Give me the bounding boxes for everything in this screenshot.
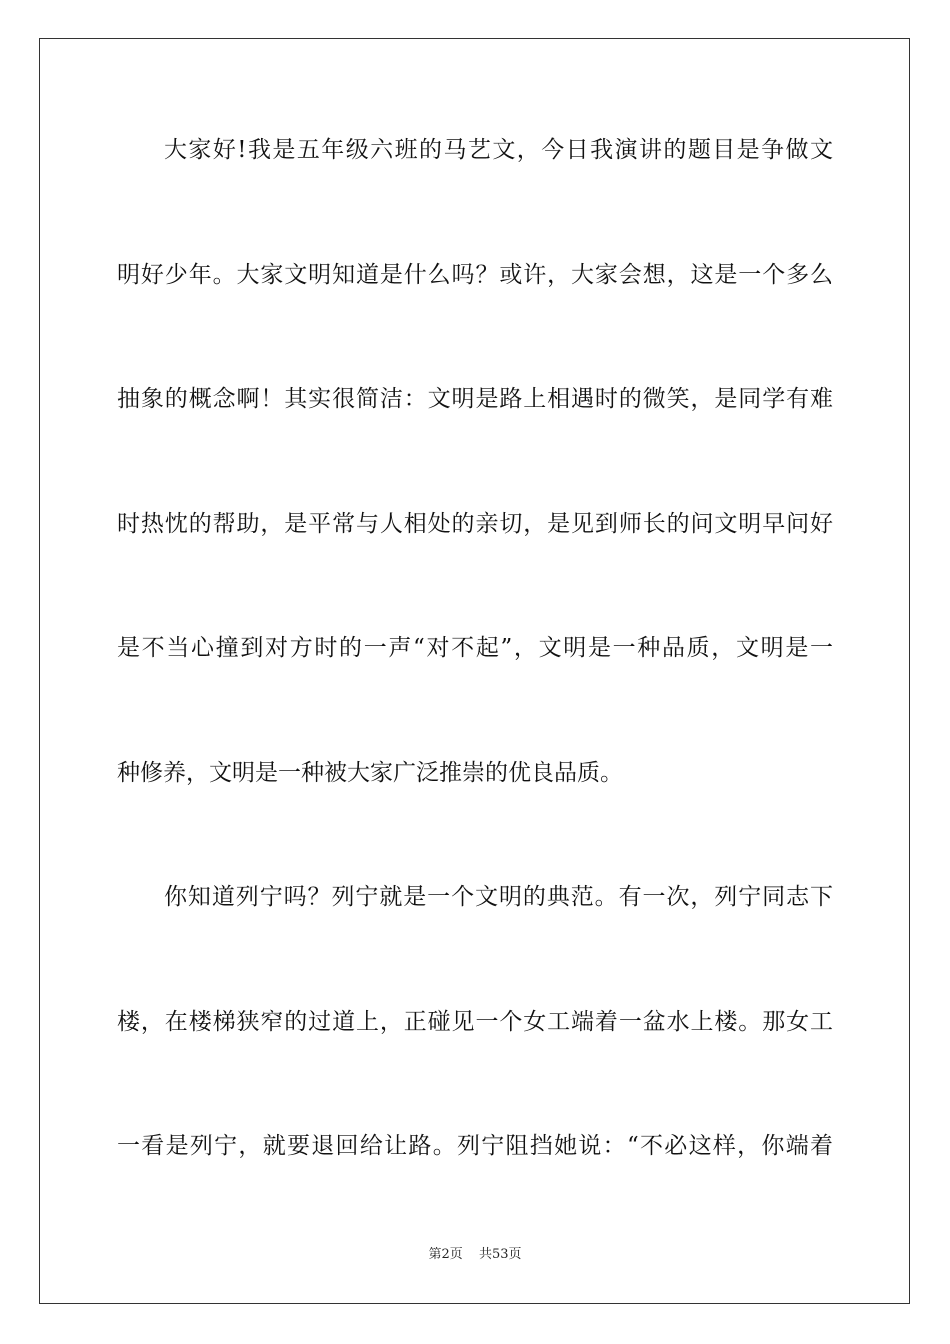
page-number: 第2页 [428,1247,463,1262]
text-line: 时热忱的帮助，是平常与人相处的亲切，是见到师长的问文明早问好 [117,511,833,537]
text-line: 大家好!我是五年级六班的马艺文，今日我演讲的题目是争做文 [164,137,833,163]
text-line: 种修养，文明是一种被大家广泛推崇的优良品质。 [117,760,623,786]
text-line: 是不当心撞到对方时的一声“对不起”，文明是一种品质，文明是一 [117,635,833,661]
text-line: 楼，在楼梯狭窄的过道上，正碰见一个女工端着一盆水上楼。那女工 [117,1009,833,1035]
text-line: 一看是列宁，就要退回给让路。列宁阻挡她说：“不必这样，你端着 [117,1133,833,1159]
text-line: 抽象的概念啊！其实很简洁：文明是路上相遇时的微笑，是同学有难 [117,386,833,412]
page-footer [0,1245,950,1265]
text-line: 明好少年。大家文明知道是什么吗？或许，大家会想，这是一个多么 [117,262,833,288]
page-total: 共53页 [478,1247,522,1262]
page-border [39,38,910,1304]
text-line: 你知道列宁吗？列宁就是一个文明的典范。有一次，列宁同志下 [164,884,833,910]
